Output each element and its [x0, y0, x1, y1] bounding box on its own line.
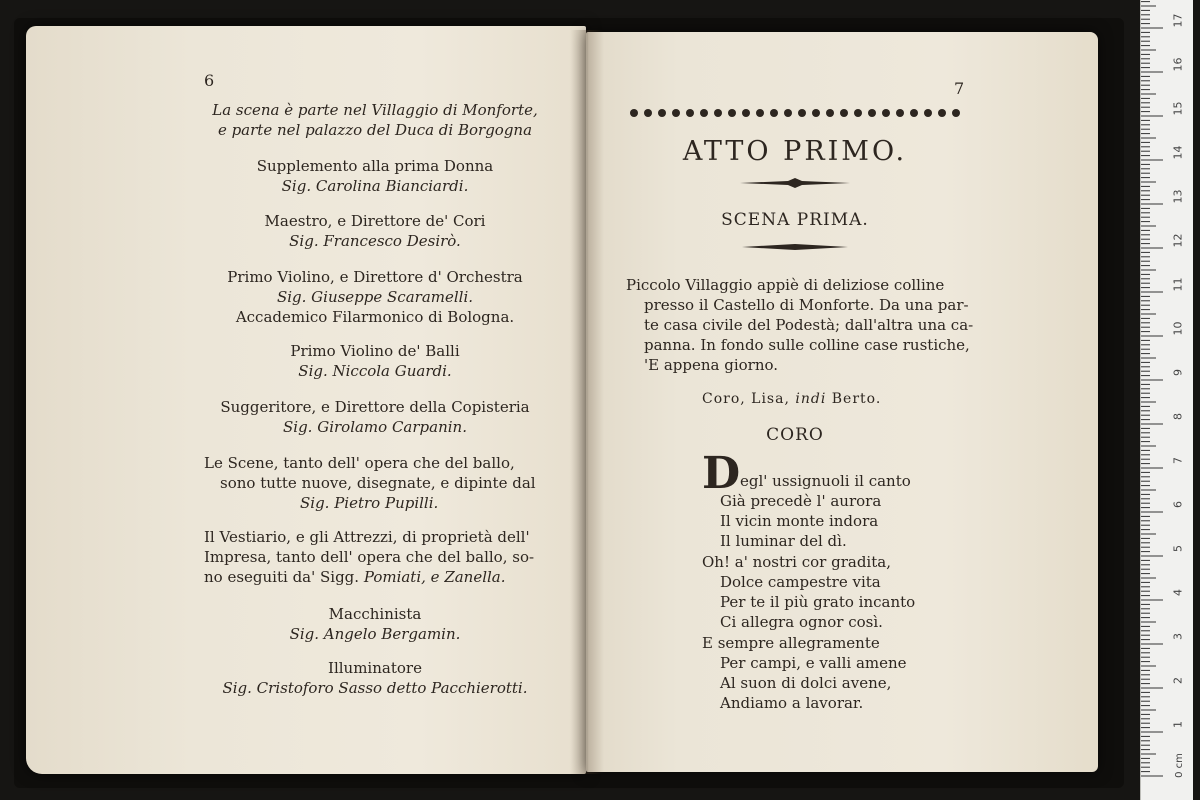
verse-line: Già precedè l' aurora: [720, 492, 882, 510]
costumes-line-3-names: Pomiati, e Zanella.: [363, 568, 506, 586]
act-title: ATTO PRIMO.: [682, 136, 908, 167]
right-page-number: 7: [954, 79, 965, 98]
verse-line: Il luminar del dì.: [720, 532, 847, 550]
ruler-number: 3: [1171, 633, 1185, 640]
credit-role: Maestro, e Direttore de' Cori: [264, 212, 486, 230]
stage-direction-line: 'E appena giorno.: [644, 356, 779, 374]
drop-cap: D: [702, 448, 741, 499]
ruler-ticks: [1141, 0, 1193, 800]
stage-direction-line: te casa civile del Podestà; dall'altra una ca-: [644, 316, 974, 334]
lighting-role: Illuminatore: [328, 659, 422, 677]
characters-names: Coro, Lisa,: [702, 391, 790, 407]
ruler-number: 14: [1171, 145, 1185, 160]
stage-direction-line: Piccolo Villaggio appiè di deliziose colline: [626, 276, 945, 294]
ruler-number: 2: [1171, 677, 1185, 684]
stage-direction-line: presso il Castello di Monforte. Da una par-: [644, 296, 969, 314]
ruler-number: 9: [1171, 369, 1185, 376]
verse-line: Oh! a' nostri cor gradita,: [702, 553, 891, 571]
verse-line: Dolce campestre vita: [720, 573, 881, 591]
lighting-name: Sig. Cristoforo Sasso detto Pacchierotti.: [222, 679, 528, 697]
chorus-heading: CORO: [766, 425, 824, 445]
scene-title: SCENA PRIMA.: [721, 210, 869, 230]
credit-role: Primo Violino de' Balli: [290, 342, 460, 360]
credit-role: Suggeritore, e Direttore della Copisteria: [220, 398, 530, 416]
costumes-line-1: Il Vestiario, e gli Attrezzi, di proprietà dell': [204, 528, 530, 546]
ornament-divider: [742, 243, 848, 251]
characters-line: [702, 390, 881, 408]
scenery-line-1: Le Scene, tanto dell' opera che del ballo,: [204, 454, 515, 472]
credit-name: Sig. Niccola Guardi.: [298, 362, 452, 380]
characters-last: Berto.: [831, 391, 882, 407]
ornament-divider: [740, 178, 850, 188]
ruler-number: 8: [1171, 413, 1185, 420]
verse-line: Per campi, e valli amene: [720, 654, 907, 672]
scenery-line-3: Sig. Pietro Pupilli.: [300, 494, 439, 512]
ruler-number: 11: [1171, 277, 1185, 292]
ruler-number: 15: [1171, 101, 1185, 116]
verse-line: Il vicin monte indora: [720, 512, 879, 530]
scene-location-line-2: e parte nel palazzo del Duca di Borgogna: [217, 121, 533, 139]
ruler-number: 4: [1171, 589, 1185, 596]
verse-line: Per te il più grato incanto: [720, 593, 916, 611]
ruler-unit-label: 0 cm: [1173, 753, 1185, 778]
credit-name: Sig. Giuseppe Scaramelli.: [276, 288, 474, 306]
verse-line: Ci allegra ognor così.: [720, 613, 883, 631]
scenery-line-2: sono tutte nuove, disegnate, e dipinte dal: [220, 474, 536, 492]
ruler-number: 17: [1171, 13, 1185, 28]
ruler-number: 6: [1171, 501, 1185, 508]
ruler-number: 16: [1171, 57, 1185, 72]
verse-line: E sempre allegramente: [702, 634, 880, 652]
characters-connector: indi: [795, 391, 827, 407]
credit-role: Supplemento alla prima Donna: [256, 157, 494, 175]
ruler-number: 12: [1171, 233, 1185, 248]
measurement-ruler: [1140, 0, 1193, 800]
verse-line: Andiamo a lavorar.: [720, 694, 864, 712]
machinist-role: Macchinista: [328, 605, 422, 623]
ruler-number: 5: [1171, 545, 1185, 552]
credit-name: Sig. Girolamo Carpanin.: [283, 418, 467, 436]
costumes-line-2: Impresa, tanto dell' opera che del ballo, so-: [204, 548, 535, 566]
ruler-number: 10: [1171, 321, 1185, 336]
costumes-line-3: [204, 568, 506, 586]
credit-name: Sig. Francesco Desirò.: [289, 232, 461, 250]
credit-role: Primo Violino, e Direttore d' Orchestra: [227, 268, 523, 286]
costumes-line-3-text: no eseguiti da' Sigg.: [204, 568, 360, 586]
ruler-number: 13: [1171, 189, 1185, 204]
stage-direction-line: panna. In fondo sulle colline case rustiche,: [644, 336, 970, 354]
ruler-number: 1: [1171, 721, 1185, 728]
credit-extra: Accademico Filarmonico di Bologna.: [235, 308, 515, 326]
verse-line: egl' ussignuoli il canto: [740, 472, 911, 490]
decorative-border-ornament: [628, 104, 966, 122]
machinist-name: Sig. Angelo Bergamin.: [289, 625, 461, 643]
scene-location-line-1: La scena è parte nel Villaggio di Monforte,: [212, 101, 538, 119]
ruler-number: 7: [1171, 457, 1185, 464]
left-page-number: 6: [204, 71, 215, 90]
credit-name: Sig. Carolina Bianciardi.: [281, 177, 469, 195]
book-gutter: [570, 30, 604, 774]
verse-line: Al suon di dolci avene,: [720, 674, 892, 692]
